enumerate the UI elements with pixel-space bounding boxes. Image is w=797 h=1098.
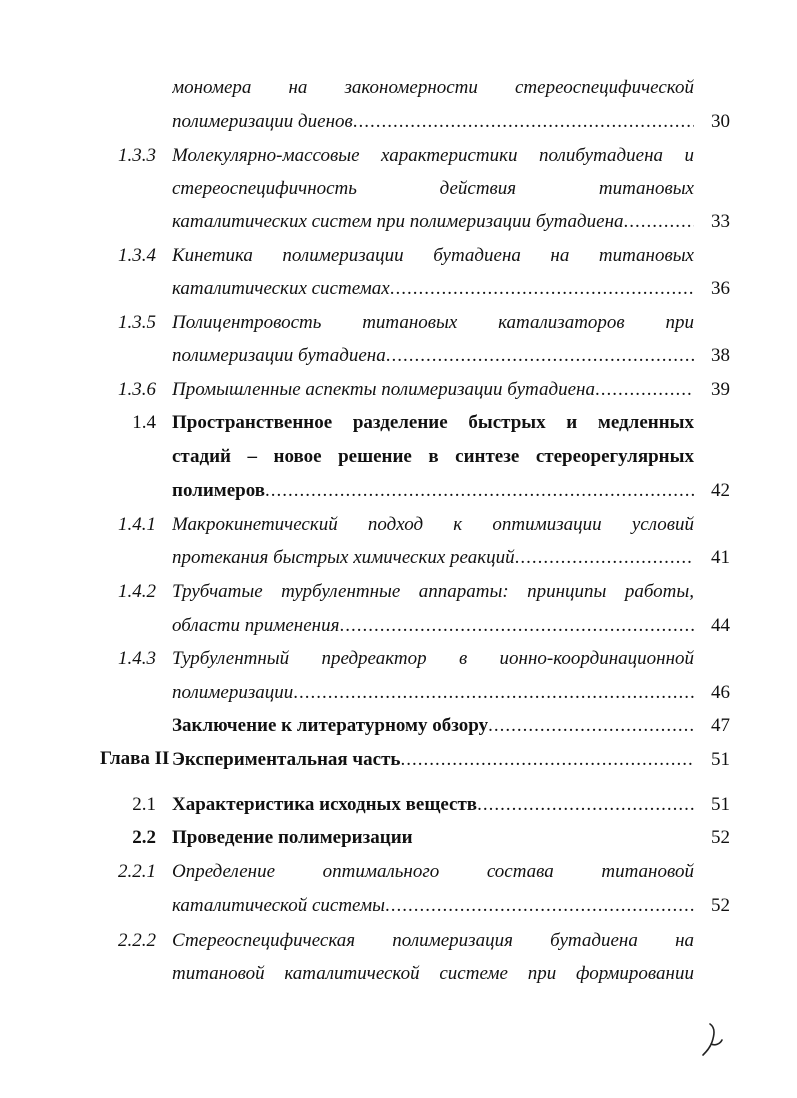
word: полимеризации	[282, 245, 404, 266]
dot-leader	[515, 546, 694, 570]
dot-leader	[390, 277, 694, 301]
dot-leader	[595, 378, 694, 402]
word: новое	[273, 446, 322, 467]
toc-entry-text: полимеризации	[172, 682, 294, 703]
toc-entry-line	[172, 110, 694, 134]
page-number: 46	[711, 682, 730, 703]
toc-entry-text: Характеристика исходных веществ	[172, 794, 478, 815]
toc-entry-line	[172, 962, 694, 986]
word: стереоспецифической	[514, 77, 694, 98]
section-number: 1.3.4	[118, 245, 156, 266]
page-number: 33	[711, 211, 730, 232]
toc-entry-line	[172, 580, 694, 604]
word: в	[428, 446, 439, 467]
toc-entry-text: каталитических систем при полимеризации бутадиена	[172, 211, 624, 232]
section-number: 2.2	[132, 827, 156, 848]
toc-entry-text: каталитической системы	[172, 895, 386, 916]
word: титановой	[172, 963, 265, 984]
word: состава	[486, 861, 554, 882]
toc-entry-line	[172, 894, 694, 918]
word: условий	[631, 514, 694, 535]
word: подход	[367, 514, 424, 535]
word: в	[458, 648, 468, 669]
dot-leader	[293, 681, 694, 705]
section-number: 2.1	[132, 794, 156, 815]
word: –	[247, 446, 258, 467]
word: синтезе	[455, 446, 520, 467]
page-number: 42	[711, 480, 730, 501]
dot-leader	[488, 714, 694, 738]
section-number: 2.2.2	[118, 930, 156, 951]
word: решение	[338, 446, 412, 467]
toc-entry-line	[172, 793, 694, 817]
word: оптимизации	[492, 514, 602, 535]
toc-entry-line	[172, 614, 694, 638]
page-number: 36	[711, 278, 730, 299]
word: бутадиена	[433, 245, 521, 266]
word: стереоспецифичность	[172, 178, 357, 199]
section-number: 1.4.2	[118, 581, 156, 602]
word: при	[527, 963, 557, 984]
word: Турбулентный	[172, 648, 290, 669]
page-number: 52	[711, 827, 730, 848]
word: Стереоспецифическая	[172, 930, 356, 951]
word: Трубчатые	[172, 581, 263, 602]
word: действия	[439, 178, 517, 199]
word: формировании	[576, 963, 694, 984]
toc-entry-text: Экспериментальная часть	[172, 749, 401, 770]
word: принципы	[527, 581, 607, 602]
toc-entry-text: Промышленные аспекты полимеризации бутадиена	[172, 379, 595, 400]
word: бутадиена	[550, 930, 638, 951]
dot-leader	[339, 614, 694, 638]
word: работы,	[624, 581, 694, 602]
word: стереорегулярных	[535, 446, 694, 467]
toc-entry-line	[172, 210, 694, 234]
dot-leader	[265, 479, 694, 503]
word: Полицентровость	[172, 312, 322, 333]
word: титановых	[598, 245, 694, 266]
section-number: 1.3.3	[118, 145, 156, 166]
dot-leader	[353, 110, 694, 134]
toc-entry-line	[172, 76, 694, 100]
word: на	[288, 77, 308, 98]
word: на	[675, 930, 694, 951]
word: Пространственное	[172, 412, 333, 433]
word: полибутадиена	[539, 145, 664, 166]
section-number: 1.3.6	[118, 379, 156, 400]
toc-entry-text: полимеров	[172, 480, 266, 501]
section-number: 1.3.5	[118, 312, 156, 333]
word: турбулентные	[281, 581, 401, 602]
word: быстрых	[468, 412, 546, 433]
toc-entry-line	[172, 445, 694, 469]
word: стадий	[172, 446, 232, 467]
word: медленных	[597, 412, 694, 433]
dot-leader	[385, 894, 694, 918]
word: аппараты:	[418, 581, 509, 602]
word: Молекулярно-массовые	[172, 145, 360, 166]
toc-entry-line	[172, 748, 694, 772]
toc-entry-text: протекания быстрых химических реакций	[172, 547, 515, 568]
page-number: 44	[711, 615, 730, 636]
page-number: 51	[711, 749, 730, 770]
word: титановых	[598, 178, 694, 199]
page-number: 51	[711, 794, 730, 815]
toc-entry-line	[172, 311, 694, 335]
toc-entry-text: Заключение к литературному обзору	[172, 715, 489, 736]
page-number: 47	[711, 715, 730, 736]
word: при	[665, 312, 694, 333]
word: ионно-координационной	[499, 648, 694, 669]
toc-entry-line	[172, 144, 694, 168]
toc-entry-line	[172, 681, 694, 705]
word: к	[453, 514, 463, 535]
toc-entry-line	[172, 929, 694, 953]
word: Определение	[172, 861, 276, 882]
section-number: 2.2.1	[118, 861, 156, 882]
toc-entry-line	[172, 479, 694, 503]
word: системе	[439, 963, 508, 984]
section-number: 1.4.3	[118, 648, 156, 669]
dot-leader	[624, 210, 695, 234]
page-number: 39	[711, 379, 730, 400]
toc-entry-line: Проведение полимеризации	[172, 827, 413, 848]
chapter-number: Глава II	[100, 748, 170, 769]
toc-entry-text: полимеризации бутадиена	[172, 345, 386, 366]
toc-entry-line	[172, 411, 694, 435]
word: характеристики	[381, 145, 518, 166]
word: и	[566, 412, 578, 433]
toc-entry-line	[172, 860, 694, 884]
toc-entry-line	[172, 647, 694, 671]
word: титановой	[601, 861, 694, 882]
word: Кинетика	[172, 245, 253, 266]
section-number: 1.4	[132, 412, 156, 433]
word: разделение	[352, 412, 448, 433]
word: на	[550, 245, 570, 266]
toc-entry-text: полимеризации диенов	[172, 111, 353, 132]
dot-leader	[386, 344, 694, 368]
word: и	[684, 145, 694, 166]
dot-leader	[477, 793, 694, 817]
word: мономера	[172, 77, 252, 98]
section-number: 1.4.1	[118, 514, 156, 535]
word: закономерности	[344, 77, 478, 98]
page-number: 52	[711, 895, 730, 916]
word: каталитической	[284, 963, 420, 984]
toc-entry-line	[172, 277, 694, 301]
word: полимеризация	[392, 930, 513, 951]
toc-entry-line	[172, 546, 694, 570]
handwritten-page-mark	[700, 1022, 726, 1058]
word: титановых	[362, 312, 458, 333]
page-number: 41	[711, 547, 730, 568]
toc-entry-line	[172, 714, 694, 738]
word: предреактор	[321, 648, 427, 669]
toc-entry-line	[172, 378, 694, 402]
word: оптимального	[322, 861, 440, 882]
toc-entry-text: области применения	[172, 615, 340, 636]
word: катализаторов	[498, 312, 625, 333]
toc-entry-line	[172, 513, 694, 537]
toc-entry-text: каталитических системах	[172, 278, 390, 299]
word: Макрокинетический	[172, 514, 338, 535]
toc-entry-line	[172, 344, 694, 368]
toc-entry-line	[172, 244, 694, 268]
page-number: 38	[711, 345, 730, 366]
dot-leader	[400, 748, 694, 772]
toc-entry-line	[172, 177, 694, 201]
page-number: 30	[711, 111, 730, 132]
